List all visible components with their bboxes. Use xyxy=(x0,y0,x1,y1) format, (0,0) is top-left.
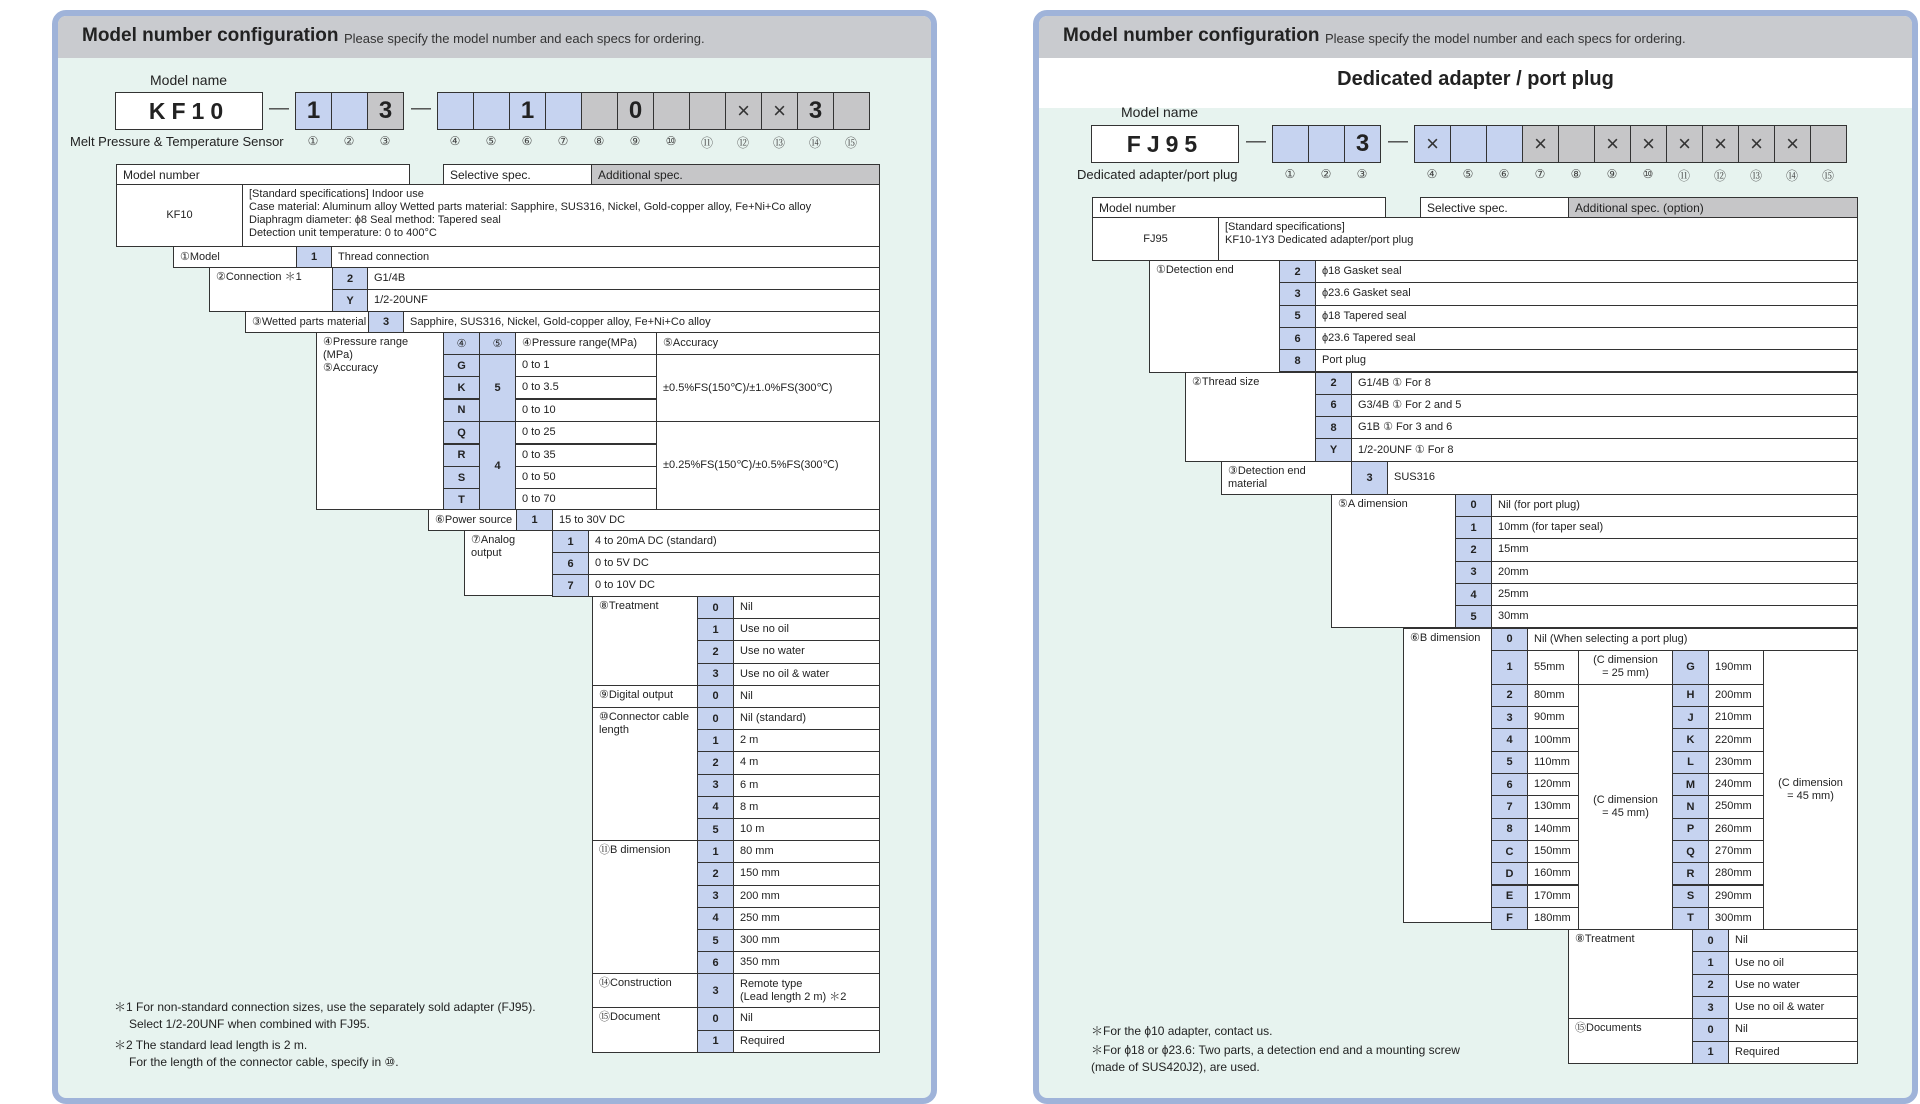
right-thread-code: 2 xyxy=(1315,372,1352,395)
circled-num: ① xyxy=(307,134,319,148)
right-thread-value: G1B ① For 3 and 6 xyxy=(1351,416,1858,439)
spec-slot-11: × xyxy=(1666,125,1703,163)
pressure-accuracy-label: ④Pressure range (MPa) ⑤Accuracy xyxy=(316,332,444,510)
additional-cable-value: 4 m xyxy=(733,751,880,774)
spec-slot-6 xyxy=(1486,125,1523,163)
right-bdim-value: 90mm xyxy=(1527,706,1579,729)
spec-slot-4 xyxy=(437,92,474,130)
pressure-code: T xyxy=(443,488,480,511)
additional-bdim-value: 300 mm xyxy=(733,929,880,952)
right-detection-value: Port plug xyxy=(1315,349,1858,372)
right-bdim-code: C xyxy=(1491,840,1528,863)
circled-num: ⑪ xyxy=(700,136,713,150)
model-value: Thread connection xyxy=(331,246,880,268)
spec-slot-10 xyxy=(653,92,690,130)
analog-label: ⑦Analog output xyxy=(464,530,553,596)
right-treatment-value: Use no oil xyxy=(1728,951,1858,974)
right-bdim-nil-value: Nil (When selecting a port plug) xyxy=(1527,628,1858,651)
power-code: 1 xyxy=(516,509,553,531)
additional-treatment-code: 1 xyxy=(697,618,734,641)
spec-slot-14: × xyxy=(1774,125,1811,163)
circled-num: ③ xyxy=(1356,167,1368,181)
right-bdim-code: D xyxy=(1491,862,1528,885)
base-model-code: KF10 xyxy=(116,184,243,247)
right-bdim-code: 1 xyxy=(1491,650,1528,685)
additional-cable-value: 10 m xyxy=(733,818,880,841)
wetted-value: Sapphire, SUS316, Nickel, Gold-copper alloy, Fe+Ni+Co alloy xyxy=(403,311,880,333)
product-label: Melt Pressure & Temperature Sensor xyxy=(70,134,284,149)
separator-dash: — xyxy=(269,97,289,119)
wetted-label: ③Wetted parts material xyxy=(245,311,369,333)
footnote-2: ＊For ϕ18 or ϕ23.6: Two parts, a detection end and a mounting screw xyxy=(1091,1043,1460,1057)
pressure-value: 0 to 10 xyxy=(515,399,657,422)
right-documents-value: Nil xyxy=(1728,1018,1858,1041)
right-adim-code: 3 xyxy=(1455,561,1492,584)
right-panel-title: Model number configuration xyxy=(1063,25,1320,46)
spec-slot-15 xyxy=(1810,125,1847,163)
accuracy-value-5: ±0.5%FS(150℃)/±1.0%FS(300℃) xyxy=(656,354,880,422)
circled-num: ④ xyxy=(449,134,461,148)
circled-num: ⑩ xyxy=(1642,167,1654,181)
additional-bdim-code: 2 xyxy=(697,862,734,885)
circled-num: ⑥ xyxy=(521,134,533,148)
additional-cable-code: 1 xyxy=(697,729,734,752)
pressure-value: 0 to 35 xyxy=(515,444,657,467)
additional-document-value: Required xyxy=(733,1030,880,1053)
additional-treatment-value: Use no oil & water xyxy=(733,663,880,686)
accuracy-col-header: ⑤ xyxy=(479,332,516,355)
right-detection-value: ϕ18 Tapered seal xyxy=(1315,305,1858,328)
wetted-code: 3 xyxy=(368,311,404,333)
right-adim-code: 2 xyxy=(1455,538,1492,561)
right-detection-value: ϕ23.6 Tapered seal xyxy=(1315,327,1858,350)
spec-slot-2 xyxy=(1308,125,1345,163)
circled-num: ⑩ xyxy=(665,134,677,148)
circled-num: ⑤ xyxy=(1462,167,1474,181)
additional-treatment-code: 3 xyxy=(697,663,734,686)
right-bdim-value: 280mm xyxy=(1708,862,1764,885)
right-material-label: ③Detection end material xyxy=(1221,461,1352,495)
connection-code: 2 xyxy=(332,267,368,290)
spec-slot-6: 1 xyxy=(509,92,546,130)
right-adim-value: 20mm xyxy=(1491,561,1858,584)
spec-slot-5 xyxy=(473,92,510,130)
circled-num: ① xyxy=(1284,167,1296,181)
right-bdim-value: 220mm xyxy=(1708,728,1764,751)
footnote-1b: Select 1/2-20UNF when combined with FJ95. xyxy=(129,1017,370,1031)
right-bdim-code: N xyxy=(1672,795,1709,818)
additional-cable-value: 6 m xyxy=(733,774,880,797)
right-bdim-value: 210mm xyxy=(1708,706,1764,729)
circled-num: ⑬ xyxy=(1749,169,1762,183)
model-code-box: FJ95 xyxy=(1091,125,1239,163)
right-bdim-value: 200mm xyxy=(1708,684,1764,707)
circled-num: ⑦ xyxy=(557,134,569,148)
left-panel-title: Model number configuration xyxy=(82,25,339,46)
right-treatment-value: Nil xyxy=(1728,929,1858,952)
header-selective-spec: Selective spec. xyxy=(1420,197,1569,218)
spec-slot-12: × xyxy=(1702,125,1739,163)
section-title: Dedicated adapter / port plug xyxy=(1337,68,1614,90)
right-bdim-c45b: (C dimension = 45 mm) xyxy=(1763,650,1858,930)
right-detection-value: ϕ23.6 Gasket seal xyxy=(1315,282,1858,305)
right-bdim-code: R xyxy=(1672,862,1709,885)
analog-code: 6 xyxy=(552,552,589,575)
additional-cable-value: 8 m xyxy=(733,796,880,819)
pressure-code: G xyxy=(443,354,480,377)
right-adim-value: 25mm xyxy=(1491,583,1858,606)
right-bdim-value: 110mm xyxy=(1527,751,1579,774)
right-bdim-code: J xyxy=(1672,706,1709,729)
right-bdim-value: 100mm xyxy=(1527,728,1579,751)
additional-treatment-value: Use no water xyxy=(733,640,880,663)
circled-num: ⑤ xyxy=(485,134,497,148)
spec-slot-3: 3 xyxy=(367,92,404,130)
right-bdim-code: H xyxy=(1672,684,1709,707)
left-panel xyxy=(52,10,937,1104)
model-code-box: KF10 xyxy=(115,92,263,130)
right-bdim-value: 230mm xyxy=(1708,751,1764,774)
right-bdim-nil-code: 0 xyxy=(1491,628,1528,651)
right-documents-label: ⑮Documents xyxy=(1568,1018,1693,1064)
power-label: ⑥Power source xyxy=(428,509,517,531)
additional-digital-label: ⑨Digital output xyxy=(592,685,698,708)
pressure-value: 0 to 25 xyxy=(515,421,657,444)
right-adim-code: 4 xyxy=(1455,583,1492,606)
spec-slot-12: × xyxy=(725,92,762,130)
additional-bdim-value: 200 mm xyxy=(733,885,880,908)
additional-cable-code: 2 xyxy=(697,751,734,774)
right-adim-value: 10mm (for taper seal) xyxy=(1491,516,1858,539)
right-bdim-code: S xyxy=(1672,885,1709,908)
model-name-label: Model name xyxy=(150,72,228,88)
model-name-label: Model name xyxy=(1121,104,1199,120)
circled-num: ⑨ xyxy=(629,134,641,148)
additional-bdim-value: 350 mm xyxy=(733,951,880,974)
pressure-value: 0 to 1 xyxy=(515,354,657,377)
right-treatment-code: 0 xyxy=(1692,929,1729,952)
right-bdim-code: 7 xyxy=(1491,795,1528,818)
right-detection-code: 3 xyxy=(1279,282,1316,305)
right-bdim-code: P xyxy=(1672,818,1709,841)
right-bdim-code: T xyxy=(1672,907,1709,930)
connection-label: ②Connection ＊1 xyxy=(209,267,333,312)
right-bdim-value: 160mm xyxy=(1527,862,1579,885)
additional-construction-value: Remote type (Lead length 2 m) ＊2 xyxy=(733,973,880,1008)
pressure-code: N xyxy=(443,399,480,422)
additional-cable-code: 0 xyxy=(697,707,734,730)
base-spec-desc: [Standard specifications] KF10-1Y3 Dedicated adapter/port plug xyxy=(1218,217,1858,261)
circled-num: ⑮ xyxy=(1821,169,1834,183)
model-label: ①Model xyxy=(173,246,297,268)
pressure-range-header: ④Pressure range(MPa) xyxy=(515,332,657,355)
circled-num: ⑮ xyxy=(844,136,857,150)
additional-cable-value: Nil (standard) xyxy=(733,707,880,730)
additional-construction-code: 3 xyxy=(697,973,734,1008)
spec-slot-1 xyxy=(1272,125,1309,163)
spec-slot-7: × xyxy=(1522,125,1559,163)
additional-bdim-code: 3 xyxy=(697,885,734,908)
additional-document-code: 1 xyxy=(697,1030,734,1053)
accuracy-code-4: 4 xyxy=(479,421,516,510)
right-bdim-value: 250mm xyxy=(1708,795,1764,818)
right-bdim-c25: (C dimension = 25 mm) xyxy=(1578,650,1673,685)
footnote-2: ＊2 The standard lead length is 2 m. xyxy=(114,1038,308,1052)
right-bdim-value: 180mm xyxy=(1527,907,1579,930)
circled-num: ② xyxy=(1320,167,1332,181)
pressure-value: 0 to 3.5 xyxy=(515,376,657,399)
additional-bdim-code: 4 xyxy=(697,907,734,930)
right-panel-header xyxy=(1039,16,1912,58)
right-adim-value: Nil (for port plug) xyxy=(1491,494,1858,517)
right-material-code: 3 xyxy=(1351,461,1388,495)
right-bdim-code: K xyxy=(1672,728,1709,751)
additional-treatment-value: Nil xyxy=(733,596,880,619)
right-bdim-code: 8 xyxy=(1491,818,1528,841)
additional-bdim-value: 80 mm xyxy=(733,840,880,863)
product-label: Dedicated adapter/port plug xyxy=(1077,167,1238,182)
pressure-code: R xyxy=(443,444,480,467)
right-bdim-value: 300mm xyxy=(1708,907,1764,930)
circled-num: ⑪ xyxy=(1677,169,1690,183)
header-additional-spec: Additional spec. (option) xyxy=(1568,197,1858,218)
pressure-value: 0 to 50 xyxy=(515,466,657,489)
circled-num: ⑭ xyxy=(808,136,821,150)
connection-value: G1/4B xyxy=(367,267,880,290)
right-treatment-value: Use no water xyxy=(1728,974,1858,997)
right-bdim-code: F xyxy=(1491,907,1528,930)
pressure-code: S xyxy=(443,466,480,489)
analog-value: 0 to 5V DC xyxy=(588,552,880,575)
right-bdim-code: 2 xyxy=(1491,684,1528,707)
circled-num: ⑥ xyxy=(1498,167,1510,181)
right-thread-value: G3/4B ① For 2 and 5 xyxy=(1351,394,1858,417)
analog-value: 0 to 10V DC xyxy=(588,574,880,597)
footnote-2b: (made of SUS420J2), are used. xyxy=(1091,1060,1260,1074)
additional-bdim-code: 5 xyxy=(697,929,734,952)
right-bdim-code: G xyxy=(1672,650,1709,685)
circled-num: ⑫ xyxy=(736,136,749,150)
right-bdim-value: 260mm xyxy=(1708,818,1764,841)
separator-dash: — xyxy=(411,97,431,119)
additional-digital-code: 0 xyxy=(697,685,734,708)
right-bdim-code: 6 xyxy=(1491,773,1528,796)
analog-code: 1 xyxy=(552,530,589,553)
spec-slot-4: × xyxy=(1414,125,1451,163)
right-bdim-code: E xyxy=(1491,885,1528,908)
right-material-value: SUS316 xyxy=(1387,461,1858,495)
base-spec-desc: [Standard specifications] Indoor use Case material: Aluminum alloy Wetted parts material: Sapphire, SUS316, Nickel, Gold-copper alloy, Fe+Ni+Co alloy Diaphragm diameter: ϕ8 Seal method: Tapered seal Detection unit temperature: 0 to 400°C xyxy=(242,184,880,247)
right-thread-label: ②Thread size xyxy=(1185,372,1316,462)
right-bdim-value: 190mm xyxy=(1708,650,1764,685)
spec-slot-5 xyxy=(1450,125,1487,163)
right-adim-label: ⑤A dimension xyxy=(1331,494,1456,629)
right-bdim-value: 140mm xyxy=(1527,818,1579,841)
right-treatment-label: ⑧Treatment xyxy=(1568,929,1693,1019)
additional-document-code: 0 xyxy=(697,1007,734,1030)
right-detection-code: 5 xyxy=(1279,305,1316,328)
right-detection-code: 2 xyxy=(1279,260,1316,283)
separator-dash: — xyxy=(1388,130,1408,152)
right-bdim-code: L xyxy=(1672,751,1709,774)
spec-slot-9: × xyxy=(1594,125,1631,163)
right-treatment-code: 1 xyxy=(1692,951,1729,974)
right-bdim-value: 55mm xyxy=(1527,650,1579,685)
circled-num: ⑧ xyxy=(1570,167,1582,181)
right-bdim-value: 130mm xyxy=(1527,795,1579,818)
accuracy-header: ⑤Accuracy xyxy=(656,332,880,355)
additional-bdim-value: 150 mm xyxy=(733,862,880,885)
circled-num: ④ xyxy=(1426,167,1438,181)
circled-num: ⑨ xyxy=(1606,167,1618,181)
additional-treatment-value: Use no oil xyxy=(733,618,880,641)
right-thread-code: 8 xyxy=(1315,416,1352,439)
additional-cable-code: 4 xyxy=(697,796,734,819)
additional-treatment-code: 0 xyxy=(697,596,734,619)
right-adim-code: 1 xyxy=(1455,516,1492,539)
analog-code: 7 xyxy=(552,574,589,597)
right-panel-subtitle: Please specify the model number and each specs for ordering. xyxy=(1325,31,1686,46)
right-bdim-label: ⑥B dimension xyxy=(1403,628,1492,923)
right-bdim-c45a: (C dimension = 45 mm) xyxy=(1578,684,1673,930)
additional-document-label: ⑮Document xyxy=(592,1007,698,1052)
header-additional-spec: Additional spec. xyxy=(591,164,880,185)
right-bdim-value: 170mm xyxy=(1527,885,1579,908)
additional-bdim-label: ⑪B dimension xyxy=(592,840,698,974)
right-treatment-value: Use no oil & water xyxy=(1728,996,1858,1019)
additional-bdim-code: 6 xyxy=(697,951,734,974)
spec-slot-7 xyxy=(545,92,582,130)
additional-treatment-label: ⑧Treatment xyxy=(592,596,698,686)
analog-value: 4 to 20mA DC (standard) xyxy=(588,530,880,553)
right-bdim-value: 240mm xyxy=(1708,773,1764,796)
left-panel-subtitle: Please specify the model number and each specs for ordering. xyxy=(344,31,705,46)
right-adim-value: 30mm xyxy=(1491,605,1858,628)
right-treatment-code: 3 xyxy=(1692,996,1729,1019)
header-model-number: Model number xyxy=(116,164,410,185)
spec-slot-9: 0 xyxy=(617,92,654,130)
right-detection-code: 6 xyxy=(1279,327,1316,350)
spec-slot-13: × xyxy=(761,92,798,130)
spec-slot-14: 3 xyxy=(797,92,834,130)
additional-bdim-value: 250 mm xyxy=(733,907,880,930)
circled-num: ⑬ xyxy=(772,136,785,150)
right-documents-code: 1 xyxy=(1692,1041,1729,1064)
footnote-1: ＊For the ϕ10 adapter, contact us. xyxy=(1091,1024,1273,1038)
header-model-number: Model number xyxy=(1092,197,1386,218)
spec-slot-1: 1 xyxy=(295,92,332,130)
right-panel xyxy=(1033,10,1918,1104)
circled-num: ⑧ xyxy=(593,134,605,148)
additional-digital-value: Nil xyxy=(733,685,880,708)
right-thread-code: 6 xyxy=(1315,394,1352,417)
right-bdim-code: 3 xyxy=(1491,706,1528,729)
spec-slot-11 xyxy=(689,92,726,130)
pressure-value: 0 to 70 xyxy=(515,488,657,511)
right-detection-code: 8 xyxy=(1279,349,1316,372)
spec-slot-2 xyxy=(331,92,368,130)
circled-num: ⑭ xyxy=(1785,169,1798,183)
accuracy-code-5: 5 xyxy=(479,354,516,422)
right-bdim-code: 4 xyxy=(1491,728,1528,751)
right-thread-value: 1/2-20UNF ① For 8 xyxy=(1351,438,1858,461)
base-model-code: FJ95 xyxy=(1092,217,1219,261)
power-value: 15 to 30V DC xyxy=(552,509,880,531)
right-thread-value: G1/4B ① For 8 xyxy=(1351,372,1858,395)
header-selective-spec: Selective spec. xyxy=(443,164,592,185)
circled-num: ⑦ xyxy=(1534,167,1546,181)
right-detection-label: ①Detection end xyxy=(1149,260,1280,373)
spec-slot-10: × xyxy=(1630,125,1667,163)
pressure-col-header: ④ xyxy=(443,332,480,355)
additional-cable-code: 3 xyxy=(697,774,734,797)
footnote-2b: For the length of the connector cable, specify in ⑩. xyxy=(129,1055,399,1069)
right-adim-code: 0 xyxy=(1455,494,1492,517)
separator-dash: — xyxy=(1246,130,1266,152)
additional-cable-label: ⑩Connector cable length xyxy=(592,707,698,841)
additional-treatment-code: 2 xyxy=(697,640,734,663)
additional-cable-code: 5 xyxy=(697,818,734,841)
right-bdim-value: 120mm xyxy=(1527,773,1579,796)
right-adim-code: 5 xyxy=(1455,605,1492,628)
right-bdim-code: Q xyxy=(1672,840,1709,863)
model-code: 1 xyxy=(296,246,332,268)
circled-num: ⑫ xyxy=(1713,169,1726,183)
right-documents-value: Required xyxy=(1728,1041,1858,1064)
right-bdim-code: M xyxy=(1672,773,1709,796)
footnote-1: ＊1 For non-standard connection sizes, use the separately sold adapter (FJ95). xyxy=(114,1000,536,1014)
spec-slot-3: 3 xyxy=(1344,125,1381,163)
right-adim-value: 15mm xyxy=(1491,538,1858,561)
circled-num: ② xyxy=(343,134,355,148)
right-bdim-value: 270mm xyxy=(1708,840,1764,863)
pressure-code: K xyxy=(443,376,480,399)
spec-slot-13: × xyxy=(1738,125,1775,163)
pressure-code: Q xyxy=(443,421,480,444)
spec-slot-15 xyxy=(833,92,870,130)
right-documents-code: 0 xyxy=(1692,1018,1729,1041)
right-bdim-code: 5 xyxy=(1491,751,1528,774)
spec-slot-8 xyxy=(1558,125,1595,163)
accuracy-value-4: ±0.25%FS(150℃)/±0.5%FS(300℃) xyxy=(656,421,880,510)
left-panel-header xyxy=(58,16,931,58)
connection-value: 1/2-20UNF xyxy=(367,289,880,312)
right-bdim-value: 80mm xyxy=(1527,684,1579,707)
circled-num: ③ xyxy=(379,134,391,148)
right-detection-value: ϕ18 Gasket seal xyxy=(1315,260,1858,283)
additional-construction-label: ⑭Construction xyxy=(592,973,698,1008)
additional-bdim-code: 1 xyxy=(697,840,734,863)
additional-cable-value: 2 m xyxy=(733,729,880,752)
additional-document-value: Nil xyxy=(733,1007,880,1030)
spec-slot-8 xyxy=(581,92,618,130)
right-thread-code: Y xyxy=(1315,438,1352,461)
right-treatment-code: 2 xyxy=(1692,974,1729,997)
right-bdim-value: 150mm xyxy=(1527,840,1579,863)
right-bdim-value: 290mm xyxy=(1708,885,1764,908)
connection-code: Y xyxy=(332,289,368,312)
